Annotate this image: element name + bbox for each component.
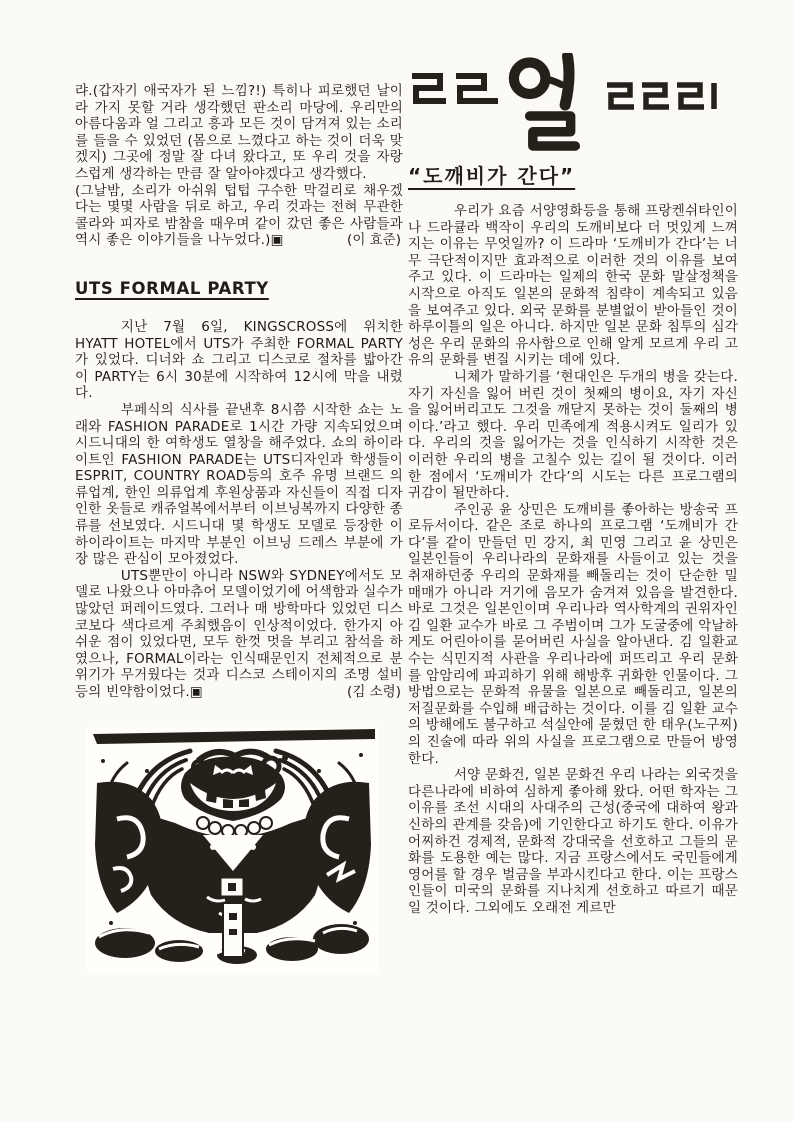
- paragraph: 지난 7월 6일, KINGSCROSS에 위치한 HYATT HOTEL에서 UTS가 주최한 FORMAL PARTY가 있었다. 디너와 쇼 그리고 디스코로 절차를 밟아간 이 PARTY는 6시 30분에 시작하여 12시에 막을 내렸다.: [75, 318, 403, 402]
- article-heading: “도깨비가 간다”: [408, 164, 576, 188]
- left-column: [75, 83, 403, 973]
- paragraph: 주인공 윤 상민은 도깨비를 좋아하는 방송국 프로듀서이다. 같은 조로 하나의 프로그램 ‘도깨비가 간다’를 같이 만들던 민 강지, 최 민영 그리고 윤 상민은 일본인들이 우리나라의 문화재를 사들이고 있는 것을 취재하던중 우리의 문화재를 빼돌리는 것이 단순한 밀매매가 아니라 거기에 음모가 숨겨져 있음을 발견한다. 바로 그것은 일본인이며 우리나라 역사학계의 권위자인 김 일환 교수가 바로 그 주범이며 그가 도굴중에 악날하게도 어린아이를 묻어버린 사실을 알아낸다. 김 일환교수는 식민지적 사관을 우리나라에 퍼뜨리고 우리 문화를 암암리에 파괴하기 위해 해방후 귀화한 인물이다. 그 방법으로는 문화적 유물을 일본으로 빼돌리고, 일본의 저질문화를 수입해 배급하는 것이다. 이를 김 일환 교수의 방해에도 불구하고 석실안에 묻혔던 한 태우(노구찌)의 진술에 따라 위의 사실을 프로그램으로 만들어 방영한다.: [408, 501, 738, 767]
- article-body: [408, 203, 738, 917]
- eol-title-glyph: [506, 53, 588, 157]
- paragraph: 랴.(갑자기 애국자가 된 느낌?!) 특히나 피로했던 날이라 가지 못할 거라 생각했던 판소리 마당에. 우리만의 아름다움과 얼 그리고 흥과 모든 것이 담겨져 있는 소리를 들을 수 있었던 (몸으로 느꼈다고 하는 것이 더욱 맞겠지) 그곳에 정말 잘 다녀 왔다고, 또 우리 것을 자랑스럽게 생각하는 만큼 잘 알아야겠다고 생각했다.: [75, 83, 403, 182]
- eol-masthead: [408, 53, 738, 157]
- byline-author: (김 소령): [347, 684, 401, 700]
- byline-author: (이 효준): [347, 232, 401, 249]
- right-column: [408, 53, 738, 917]
- paragraph: (그날밤, 소리가 아쉬워 텁텁 구수한 막걸리로 채우겠다는 몇몇 사람을 뒤로 하고, 우리 것과는 전혀 무관한 콜라와 피자로 밤참을 때우며 같이 갔던 좋은 사람들과 역시 좋은 이야기들을 나누었다.)▣: [75, 182, 403, 249]
- article-pansori-continued: [75, 83, 403, 249]
- paragraph: 우리가 요즘 서양영화등을 통해 프랑켄쉬타인이나 드라큘라 백작이 우리의 도깨비보다 더 멋있게 느껴지는 이유는 무엇일까? 이 드라마 ‘도깨비가 간다’는 너무 극단적이지만 효과적으로 이러한 것의 이유를 보여주고 있다. 이 드라마는 일제의 한국 문화 말살정책을 시작으로 아직도 일본의 문화적 침략이 계속되고 있음을 보여주고 있다. 외국 문화를 분별없이 받아들인 것이 하루이틀의 일은 아니다. 하지만 일본 문화 침투의 심각성은 우리 문화의 유사함으로 인해 알게 모르게 우리 고유의 문화를 변질 시키는 데에 있다.: [408, 203, 738, 369]
- paragraph: 서양 문화건, 일본 문화건 우리 나라는 외국것을 다른나라에 비하여 심하게 좋아해 왔다. 어떤 학자는 그 이유를 조선 시대의 사대주의 근성(중국에 대하여 왕과 신하의 관계를 갖음)에 기인한다고 하기도 한다. 이유가 어찌하건 경제적, 문화적 강대국을 선호하고 그들의 문화를 도용한 예는 많다. 지금 프랑스에서도 국민들에게 영어를 할 경우 벌금을 부과시킨다고 한다. 이는 프랑스인들이 미국의 문화를 지나치게 선호하고 따르기 때문일 것이다. 그외에도 오래전 게르만: [408, 767, 738, 916]
- meander-ornament-left-icon: [408, 69, 502, 109]
- meander-ornament-right-icon: [604, 79, 722, 117]
- dokkaebi-relief-print: [87, 727, 379, 973]
- article-heading: UTS FORMAL PARTY: [75, 278, 269, 298]
- article-uts-formal-party: [75, 279, 403, 701]
- article-dokkaebi: [408, 163, 738, 917]
- paragraph: 니체가 말하기를 ‘현대인은 두개의 병을 갖는다. 자기 자신을 잃어 버린 것이 첫째의 병이요, 자기 자신을 잃어버리고도 그것을 깨닫지 못하는 것이 둘째의 병이다.’라고 했다. 우리 민족에게 적용시켜도 일리가 있다. 우리의 것을 잃어가는 것을 인식하기 시작한 것은 이러한 우리의 병을 고칠수 있는 길이 될 것이다. 이러한 점에서 ‘도깨비가 간다’의 시도는 다른 프로그램의 귀감이 될만하다.: [408, 368, 738, 502]
- paragraph: UTS뿐만이 아니라 NSW와 SYDNEY에서도 모델로 나왔으나 아마츄어 모델이었기에 어색함과 실수가 많았던 퍼레이드였다. 그러나 매 방학마다 있었던 디스코보다 색다르게 주최했음이 인상적이었다. 한가지 아쉬운 점이 있었다면, 모두 한껏 멋을 부리고 참석을 하였으나, FORMAL이라는 인식때문인지 전체적으로 분위기가 무거웠다는 것과 디스코 스테이지의 조명 설비등의 빈약함이었다.▣: [75, 567, 403, 700]
- paragraph: 부페식의 식사를 끝낸후 8시쯤 시작한 쇼는 노래와 FASHION PARADE로 1시간 가량 지속되었으며 시드니대의 한 여학생도 열창을 해주었다. 쇼의 하이라이트인 FASHION PARADE는 UTS디자인과 학생들이 ESPRIT, COUNTRY ROAD등의 호주 유명 브랜드 의류업계, 한인 의류업계 후원상품과 자신들이 직접 디자인한 옷들로 캐쥬얼복에서부터 이브닝복까지 다양한 종류를 선보였다. 시드니대 몇 학생도 모델로 등장한 이 하이라이트는 마지막 부분인 이브닝 드레스 부분에 가장 많은 관심이 모아졌었다.: [75, 401, 403, 568]
- dokkaebi-relief-image: [87, 727, 379, 973]
